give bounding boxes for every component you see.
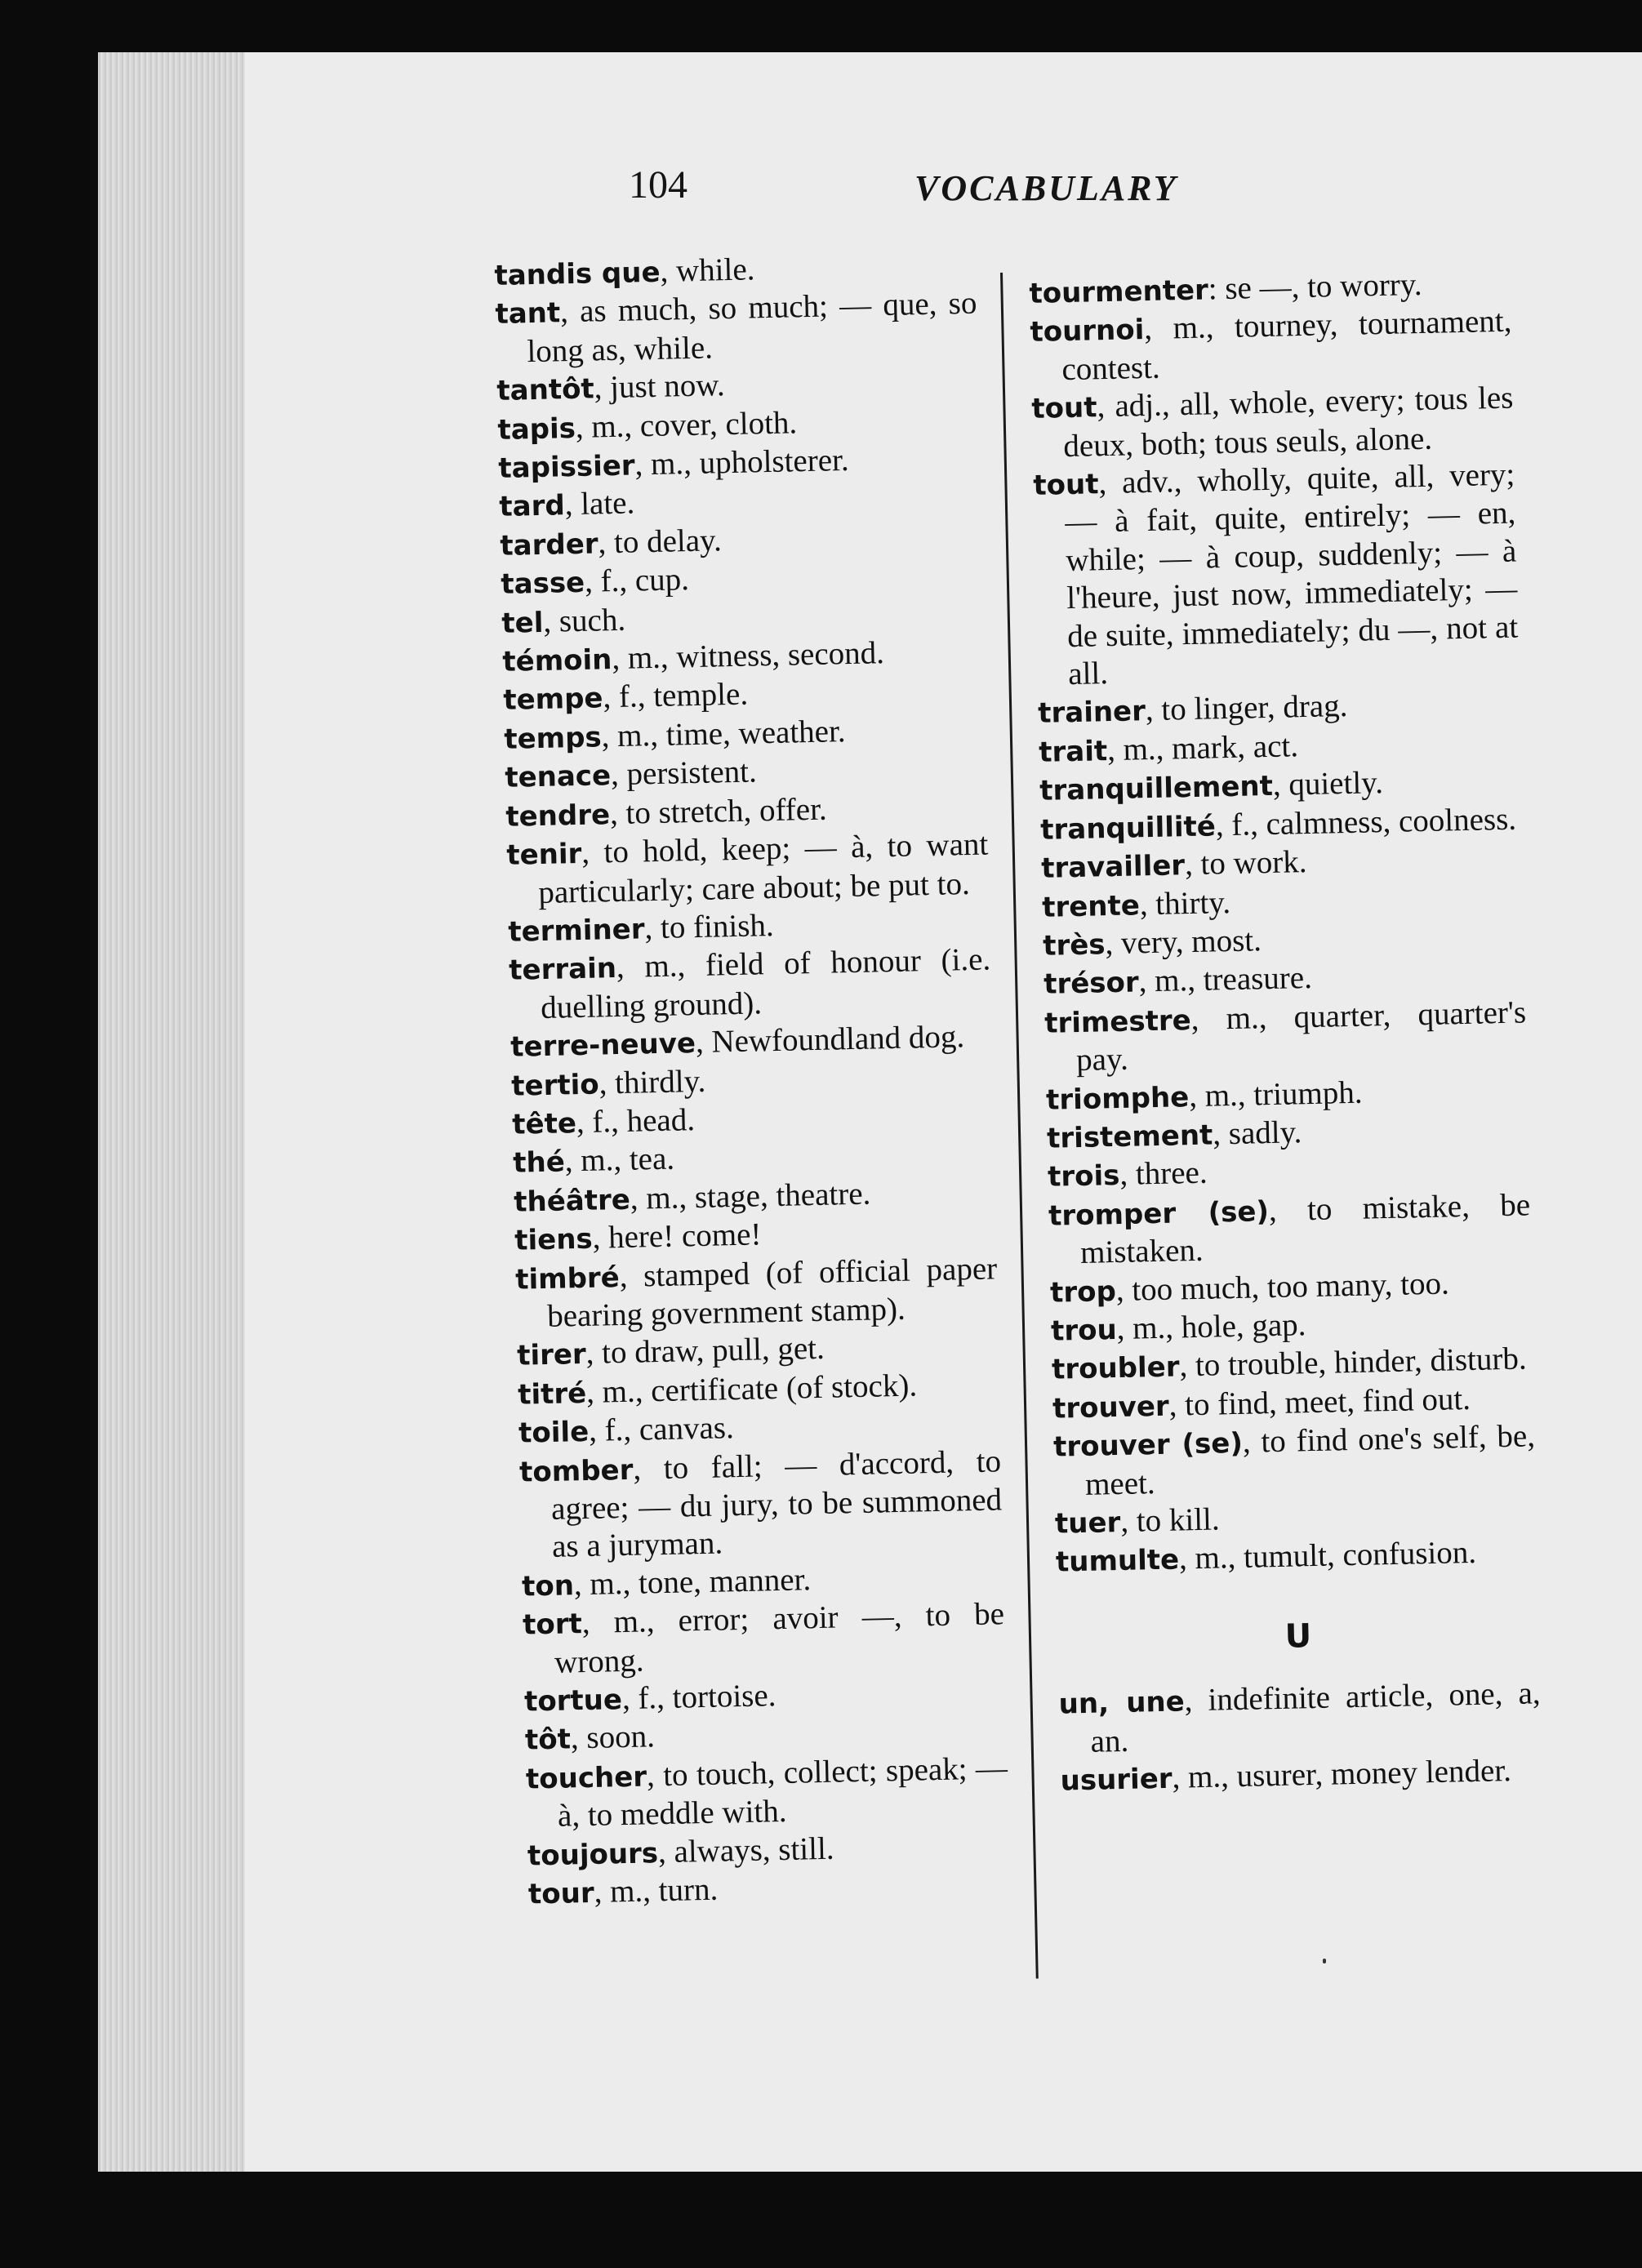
definition: , just now. xyxy=(594,367,726,406)
section-letter: U xyxy=(1284,1617,1312,1656)
definition: , to mistake, be mistaken. xyxy=(1079,1187,1531,1271)
headword: terre-neuve xyxy=(510,1027,696,1064)
headword: travailler xyxy=(1040,849,1186,885)
headword: tumulte xyxy=(1055,1543,1180,1580)
definition: , m., field of honour (i.e. duelling ground). xyxy=(540,941,991,1025)
headword: théâtre xyxy=(513,1183,631,1219)
headword: terrain xyxy=(508,952,617,988)
headword: tourmenter xyxy=(1029,273,1209,310)
headword: tertio xyxy=(510,1068,600,1103)
definition: : se —, to worry. xyxy=(1208,266,1422,307)
definition: , adv., wholly, quite, all, very; — à fait, quite, entirely; — en, while; — à coup, suddenly; — à l'heure, just now, immediately; — de suite, immediately; du —, not at all. xyxy=(1064,456,1519,692)
headword: toile xyxy=(518,1416,590,1450)
print-speck xyxy=(1323,1959,1326,1963)
vocabulary-entry xyxy=(495,285,978,371)
page-number: 104 xyxy=(629,163,688,207)
headword: tête xyxy=(511,1107,577,1141)
headword: trou xyxy=(1050,1314,1118,1348)
headword: tort xyxy=(522,1608,583,1642)
definition: , stamped (of official paper bearing government stamp). xyxy=(546,1250,998,1334)
definition: , very, most. xyxy=(1105,923,1262,962)
headword: tapis xyxy=(497,411,576,447)
headword: tôt xyxy=(524,1723,572,1758)
definition: , to delay. xyxy=(598,523,723,561)
headword: timbré xyxy=(514,1261,621,1296)
definition: , to finish. xyxy=(644,907,775,946)
headword: tristement xyxy=(1046,1118,1213,1155)
definition: , m., treasure. xyxy=(1138,960,1313,999)
definition: , to kill. xyxy=(1119,1501,1221,1539)
headword: temps xyxy=(503,721,603,756)
vocabulary-entry xyxy=(506,826,990,913)
definition: , to hold, keep; — à, to want particularly; care about; be put to. xyxy=(537,826,989,910)
headword: très xyxy=(1042,928,1106,963)
definition: , m., error; avoir —, to be wrong. xyxy=(554,1596,1005,1680)
definition: , to linger, drag. xyxy=(1145,688,1348,728)
definition: , here! come! xyxy=(592,1216,762,1256)
definition: , to trouble, hinder, disturb. xyxy=(1179,1341,1528,1384)
definition: , to find, meet, find out. xyxy=(1168,1381,1471,1423)
headword: un, une xyxy=(1058,1685,1186,1721)
headword: témoin xyxy=(501,643,612,678)
headword: tout xyxy=(1033,468,1099,502)
definition: , to find one's self, be, meet. xyxy=(1084,1418,1536,1502)
left-column xyxy=(494,247,1010,1914)
headword: trop xyxy=(1049,1274,1117,1310)
headword: tomber xyxy=(518,1453,634,1489)
headword: toucher xyxy=(525,1760,647,1796)
definition: , Newfoundland dog. xyxy=(695,1019,965,1061)
definition: , f., cup. xyxy=(584,562,690,600)
headword: tiens xyxy=(514,1222,594,1257)
headword: terminer xyxy=(507,913,645,949)
definition: , late. xyxy=(564,485,635,523)
headword: trimestre xyxy=(1043,1003,1192,1040)
definition: , f., tortoise. xyxy=(621,1678,777,1717)
headword: ton xyxy=(521,1569,575,1603)
headword: tuer xyxy=(1054,1505,1121,1541)
definition: , m., cover, cloth. xyxy=(575,404,798,445)
vocabulary-entry xyxy=(1030,303,1513,389)
definition: , m., witness, second. xyxy=(611,635,885,677)
definition: , m., triumph. xyxy=(1188,1074,1363,1114)
definition: , always, still. xyxy=(657,1830,835,1870)
vocabulary-entry xyxy=(523,1596,1006,1683)
headword: trente xyxy=(1041,888,1141,924)
headword: tendre xyxy=(505,798,611,834)
vocabulary-entry xyxy=(519,1443,1003,1568)
headword: tant xyxy=(495,296,561,331)
headword: tout xyxy=(1031,391,1097,426)
book-page xyxy=(98,52,1642,2172)
headword: tel xyxy=(501,606,544,640)
definition: , f., head. xyxy=(576,1102,696,1141)
headword: troubler xyxy=(1051,1350,1180,1387)
headword: trait xyxy=(1038,734,1108,769)
definition: , too much, too many, too. xyxy=(1115,1265,1450,1308)
headword: usurier xyxy=(1060,1762,1173,1798)
definition: , m., certificate (of stock). xyxy=(585,1367,918,1410)
definition: , while. xyxy=(660,251,755,289)
definition: , as much, so much; — que, so long as, while. xyxy=(526,286,977,369)
definition: , m., quarter, quarter's pay. xyxy=(1075,994,1527,1078)
headword: tortue xyxy=(523,1683,623,1719)
vocabulary-entry xyxy=(1044,994,1528,1080)
headword: thé xyxy=(512,1145,566,1181)
definition: , to draw, pull, get. xyxy=(585,1331,825,1372)
definition: , to stretch, offer. xyxy=(609,791,828,831)
definition: , three. xyxy=(1119,1155,1208,1193)
headword: tromper (se) xyxy=(1048,1194,1270,1233)
headword: tempe xyxy=(502,682,603,718)
vocabulary-entry xyxy=(1033,456,1520,695)
headword: trois xyxy=(1047,1159,1120,1194)
headword: tasse xyxy=(501,567,585,602)
definition: , m., usurer, money lender. xyxy=(1172,1753,1512,1795)
headword: toujours xyxy=(527,1836,659,1873)
definition: , sadly. xyxy=(1212,1114,1302,1152)
definition: , m., tumult, confusion. xyxy=(1178,1535,1477,1576)
vocabulary-entry xyxy=(1058,1674,1542,1761)
headword: trouver xyxy=(1052,1390,1170,1425)
definition: , to fall; — d'accord, to agree; — du jury, to be summoned as a juryman. xyxy=(550,1443,1003,1565)
definition: , m., stage, theatre. xyxy=(630,1176,871,1216)
page-edge xyxy=(98,52,245,2172)
headword: tandis que xyxy=(494,256,661,292)
headword: tranquillement xyxy=(1039,770,1274,808)
headword: tranquillité xyxy=(1039,810,1217,847)
vocabulary-entry xyxy=(1031,380,1515,466)
page-header xyxy=(531,162,1592,228)
definition: , quietly. xyxy=(1272,765,1384,803)
vocabulary-entry xyxy=(1048,1186,1532,1273)
definition: , m., turn. xyxy=(594,1871,719,1910)
definition: , f., temple. xyxy=(603,677,749,715)
definition: , adj., all, whole, every; tous les deux, both; tous seuls, alone. xyxy=(1062,380,1514,464)
headword: tirer xyxy=(516,1338,587,1373)
headword: tour xyxy=(527,1876,595,1911)
headword: tenace xyxy=(504,759,612,795)
headword: trouver (se) xyxy=(1052,1427,1244,1464)
headword: tournoi xyxy=(1030,314,1145,349)
headword: trainer xyxy=(1037,695,1146,731)
headword: triomphe xyxy=(1045,1080,1190,1117)
definition: , m., tourney, tournament, contest. xyxy=(1061,304,1512,387)
definition: , m., tea. xyxy=(564,1141,675,1179)
definition: , soon. xyxy=(570,1719,656,1756)
headword: tantôt xyxy=(496,372,595,408)
definition: , m., tone, manner. xyxy=(573,1562,812,1603)
headword: tard xyxy=(499,489,566,524)
definition: , thirty. xyxy=(1139,884,1231,922)
definition: , such. xyxy=(542,602,626,639)
vocabulary-entry xyxy=(509,941,992,1028)
vocabulary-entry xyxy=(526,1750,1009,1836)
definition: , persistent. xyxy=(610,754,758,793)
vocabulary-entry xyxy=(1053,1418,1537,1505)
definition: , indefinite article, one, a, an. xyxy=(1090,1675,1541,1759)
headword: tapissier xyxy=(498,449,635,485)
definition: , f., canvas. xyxy=(588,1410,735,1449)
definition: , m., mark, act. xyxy=(1106,728,1299,767)
vocabulary-entry xyxy=(515,1250,999,1336)
definition: , to touch, collect; speak; — à, to meddle with. xyxy=(557,1750,1008,1834)
headword: titré xyxy=(517,1376,587,1412)
definition: , thirdly. xyxy=(599,1063,706,1101)
headword: trésor xyxy=(1043,966,1140,1002)
headword: tenir xyxy=(505,838,582,872)
right-column xyxy=(1029,265,1542,1800)
definition: , m., hole, gap. xyxy=(1116,1307,1306,1346)
running-title: VOCABULARY xyxy=(914,168,1178,208)
definition: , to work. xyxy=(1184,844,1307,883)
definition: , m., time, weather. xyxy=(601,713,846,754)
headword: tarder xyxy=(500,527,599,563)
definition: , m., upholsterer. xyxy=(634,442,850,483)
definition: , f., calmness, coolness. xyxy=(1215,801,1517,843)
